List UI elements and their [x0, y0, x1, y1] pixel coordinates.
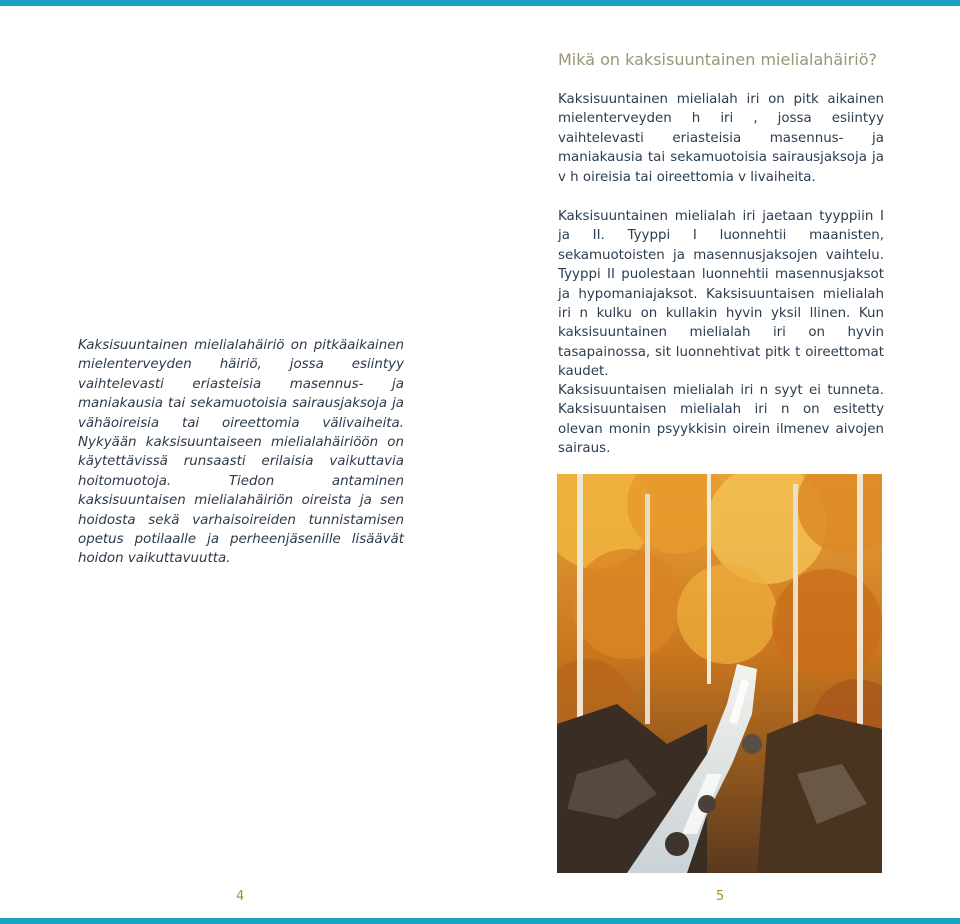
section-heading: Mikä on kaksisuuntainen mielialahäiriö?: [558, 50, 877, 69]
intro-paragraph: Kaksisuuntainen mielialahäiriö on pitkäaikainen mielenterveyden häiriö, jossa esiintyy vaihtelevasti eriasteisia masennus- ja maniakausia tai sekamuotoisia sairausjaksoja ja vähäoireisia tai oireettomia välivaiheita. Nykyään kaksisuuntaiseen mielialahäiriöön on käytettävissä runsaasti erilaisia vaikuttavia hoitomuotoja. Tiedon antaminen kaksisuuntaisen mielialahäiriön oireista ja sen hoidosta sekä varhaisoireiden tunnistamisen opetus potilaalle ja perheenjäsenille lisäävät hoidon vaikuttavuutta.: [78, 338, 404, 567]
top-accent-bar: [0, 0, 960, 6]
body-paragraph-1: Kaksisuuntainen mielialah iri on pitk aikainen mielenterveyden h iri , jossa esiintyy vaihtelevasti eriasteisia masennus- ja maniakausia tai sekamuotoisia sairausjaksoja ja v h oireisia tai oireettomia v livaiheita.: [558, 92, 884, 185]
page-number-right: 5: [716, 889, 725, 904]
bottom-accent-bar: [0, 918, 960, 924]
autumn-stream-photo: [557, 474, 882, 873]
body-paragraph-3: Kaksisuuntaisen mielialah iri n syyt ei tunneta. Kaksisuuntaisen mielialah iri n on esitetty olevan monin psyykkisin oirein ilmenev aivojen sairaus.: [558, 383, 884, 457]
photo-illustration: [557, 474, 882, 873]
body-paragraph-2: Kaksisuuntainen mielialah iri jaetaan tyyppiin I ja II. Tyyppi I luonnehtii maanisten, sekamuotoisten ja masennusjaksojen vaihtelu. Tyyppi II puolestaan luonnehtii masennusjaksot ja hypomaniajaksot. Kaksisuuntaisen mielialah iri n kulku on kullakin hyvin yksil llinen. Kun kaksisuuntainen mielialah iri on hyvin tasapainossa, sit luonnehtivat pitk t oireettomat kaudet.: [558, 209, 884, 380]
page-number-left: 4: [236, 889, 245, 904]
